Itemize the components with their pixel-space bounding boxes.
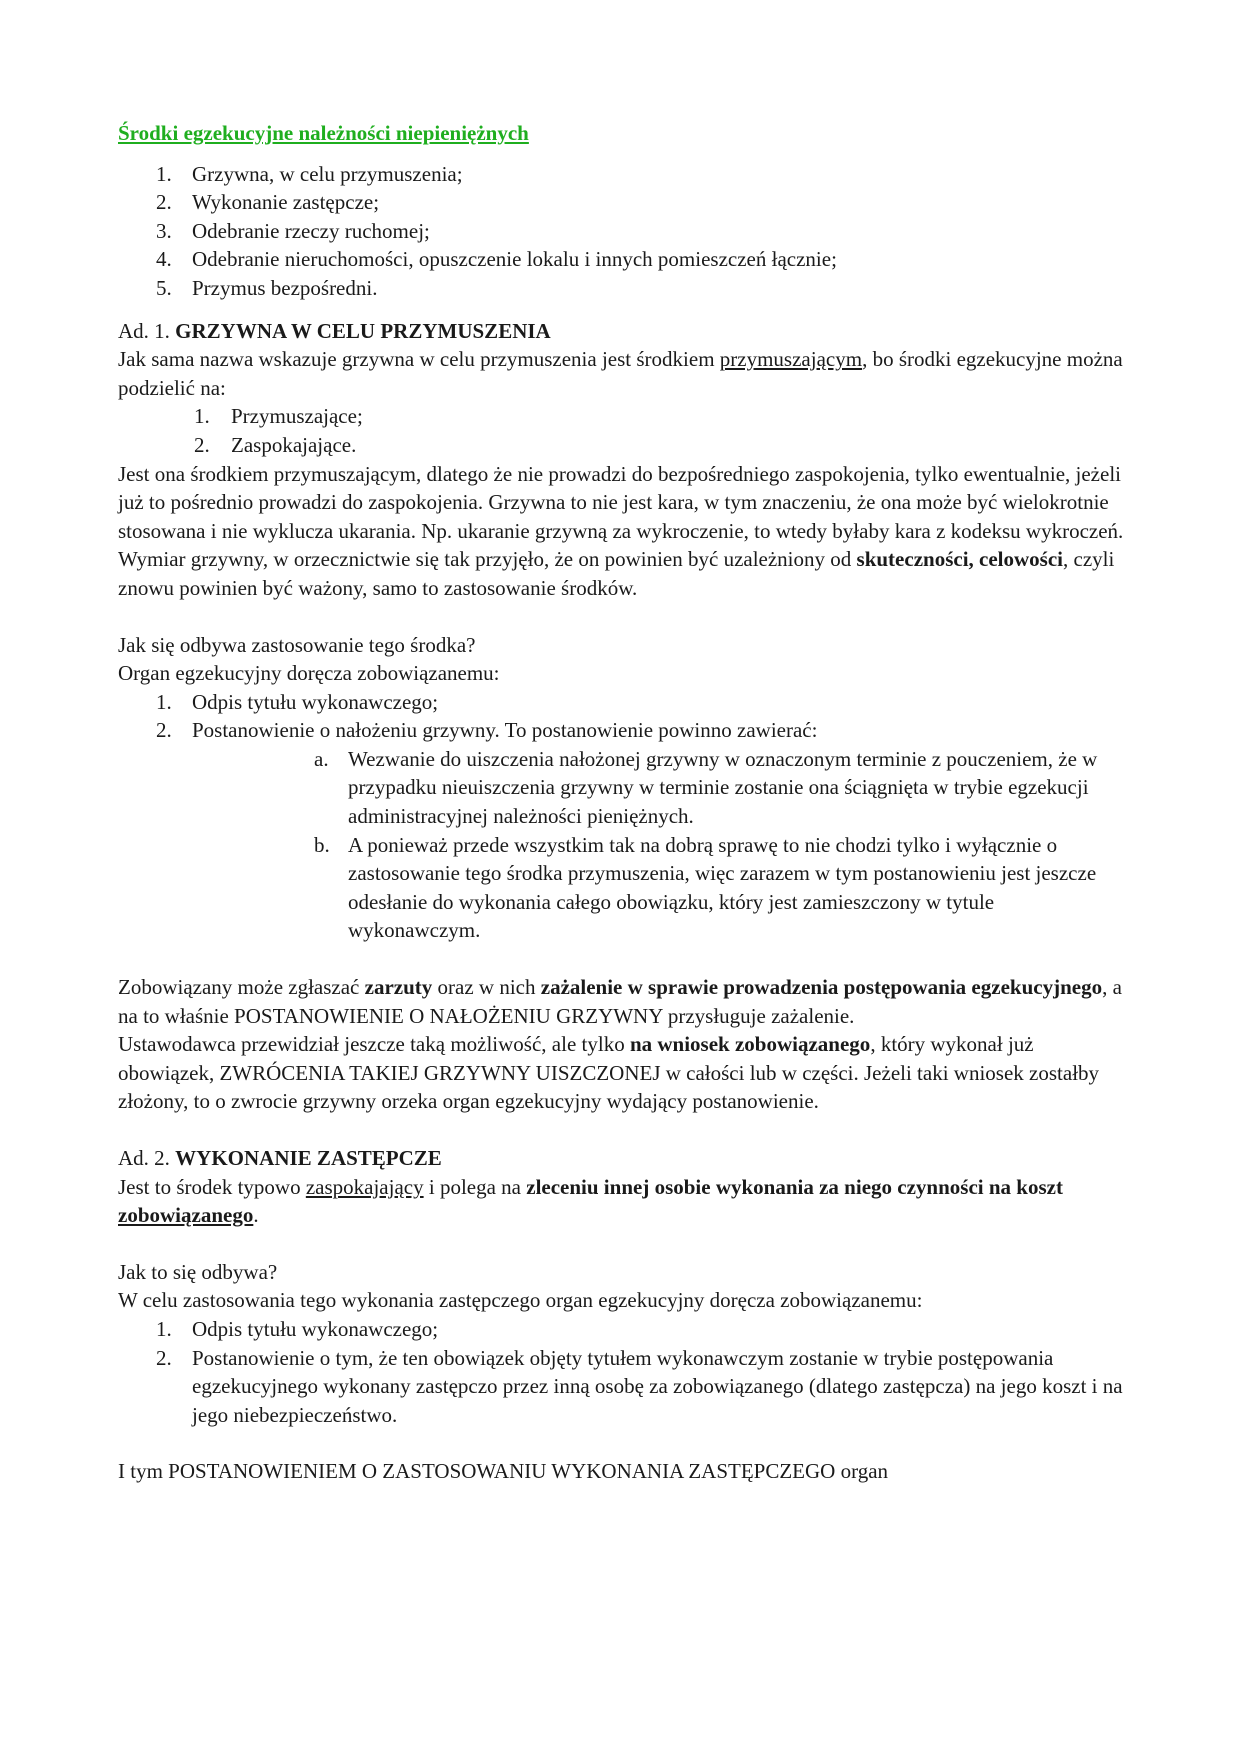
paragraph: W celu zastosowania tego wykonania zastępczego organ egzekucyjny doręcza zobowiązanemu: [118, 1288, 923, 1313]
steps-list [118, 688, 1128, 745]
document-body [118, 119, 1128, 1486]
measure-types-list [118, 402, 1128, 459]
list-item: 2. Postanowienie o nałożeniu grzywny. To postanowienie powinno zawierać: [156, 718, 818, 743]
paragraph: Wymiar grzywny, w orzecznictwie się tak przyjęło, że on powinien być uzależniony od skuteczności, celowości, czyli znowu powinien być ważony, samo to zastosowanie środków. [118, 547, 1115, 600]
measures-list [118, 160, 1128, 303]
sub-items-list [118, 745, 1128, 945]
question: Jak to się odbywa? [118, 1259, 278, 1284]
list-item: 5. Przymus bezpośredni. [156, 275, 378, 300]
list-item: 1. Przymuszające; [194, 404, 363, 429]
list-item: 2. Wykonanie zastępcze; [156, 190, 380, 215]
paragraph: Ustawodawca przewidział jeszcze taką możliwość, ale tylko na wniosek zobowiązanego, który wykonał już obowiązek, ZWRÓCENIA TAKIEJ GRZYWNY UISZCZONEJ w całości lub w części. Jeżeli taki wniosek zostałby złożony, to o zwrocie grzywny orzeka organ egzekucyjny wydający postanowienie. [118, 1032, 1100, 1114]
list-item: 1. Grzywna, w celu przymuszenia; [156, 161, 463, 186]
question: Jak się odbywa zastosowanie tego środka? [118, 632, 476, 657]
paragraph: Jak sama nazwa wskazuje grzywna w celu przymuszenia jest środkiem przymuszającym, bo środki egzekucyjne można podzielić na: [118, 347, 1123, 400]
paragraph: Zobowiązany może zgłaszać zarzuty oraz w nich zażalenie w sprawie prowadzenia postępowania egzekucyjnego, a na to właśnie POSTANOWIENIE O NAŁOŻENIU GRZYWNY przysługuje zażalenie. [118, 975, 1122, 1028]
document-title: Środki egzekucyjne należności niepieniężnych [118, 121, 529, 145]
list-item: b. A ponieważ przede wszystkim tak na dobrą sprawę to nie chodzi tylko i wyłącznie o zastosowanie tego środka przymuszenia, więc zarazem w tym postanowieniu jest jeszcze odesłanie do wykonania całego obowiązku, który jest zamieszczony w tytule wykonawczym. [314, 832, 1097, 943]
paragraph: Jest to środek typowo zaspokajający i polega na zleceniu innej osobie wykonania za niego czynności na koszt zobowiązanego. [118, 1174, 1063, 1228]
steps-list [118, 1315, 1128, 1429]
list-item: 1. Odpis tytułu wykonawczego; [156, 1316, 439, 1341]
list-item: 2. Zaspokajające. [194, 432, 357, 457]
list-item: 3. Odebranie rzeczy ruchomej; [156, 218, 430, 243]
section-heading-ad2: Ad. 2. WYKONANIE ZASTĘPCZE [118, 1146, 442, 1170]
list-item: 4. Odebranie nieruchomości, opuszczenie lokalu i innych pomieszczeń łącznie; [156, 247, 837, 272]
list-item: 1. Odpis tytułu wykonawczego; [156, 689, 439, 714]
paragraph: I tym POSTANOWIENIEM O ZASTOSOWANIU WYKONANIA ZASTĘPCZEGO organ [118, 1459, 889, 1484]
list-item: 2. Postanowienie o tym, że ten obowiązek objęty tytułem wykonawczym zostanie w trybie postępowania egzekucyjnego wykonany zastępczo przez inną osobę za zobowiązanego (dlatego zastępcza) na jego koszt i na jego niebezpieczeństwo. [156, 1345, 1123, 1427]
paragraph: Organ egzekucyjny doręcza zobowiązanemu: [118, 661, 500, 686]
section-heading-ad1: Ad. 1. GRZYWNA W CELU PRZYMUSZENIA [118, 318, 551, 343]
list-item: a. Wezwanie do uiszczenia nałożonej grzywny w oznaczonym terminie z pouczeniem, że w przypadku nieuiszczenia grzywny w terminie zostanie ona ściągnięta w trybie egzekucji administracyjnej należności pieniężnych. [314, 746, 1098, 829]
paragraph: Jest ona środkiem przymuszającym, dlatego że nie prowadzi do bezpośredniego zaspokojenia, tylko ewentualnie, jeżeli już to pośrednio prowadzi do zaspokojenia. Grzywna to nie jest kara, w tym znaczeniu, że ona może być wielokrotnie stosowana i nie wyklucza ukarania. Np. ukaranie grzywną za wykroczenie, to wtedy byłaby kara z kodeksu wykroczeń. [118, 461, 1124, 543]
